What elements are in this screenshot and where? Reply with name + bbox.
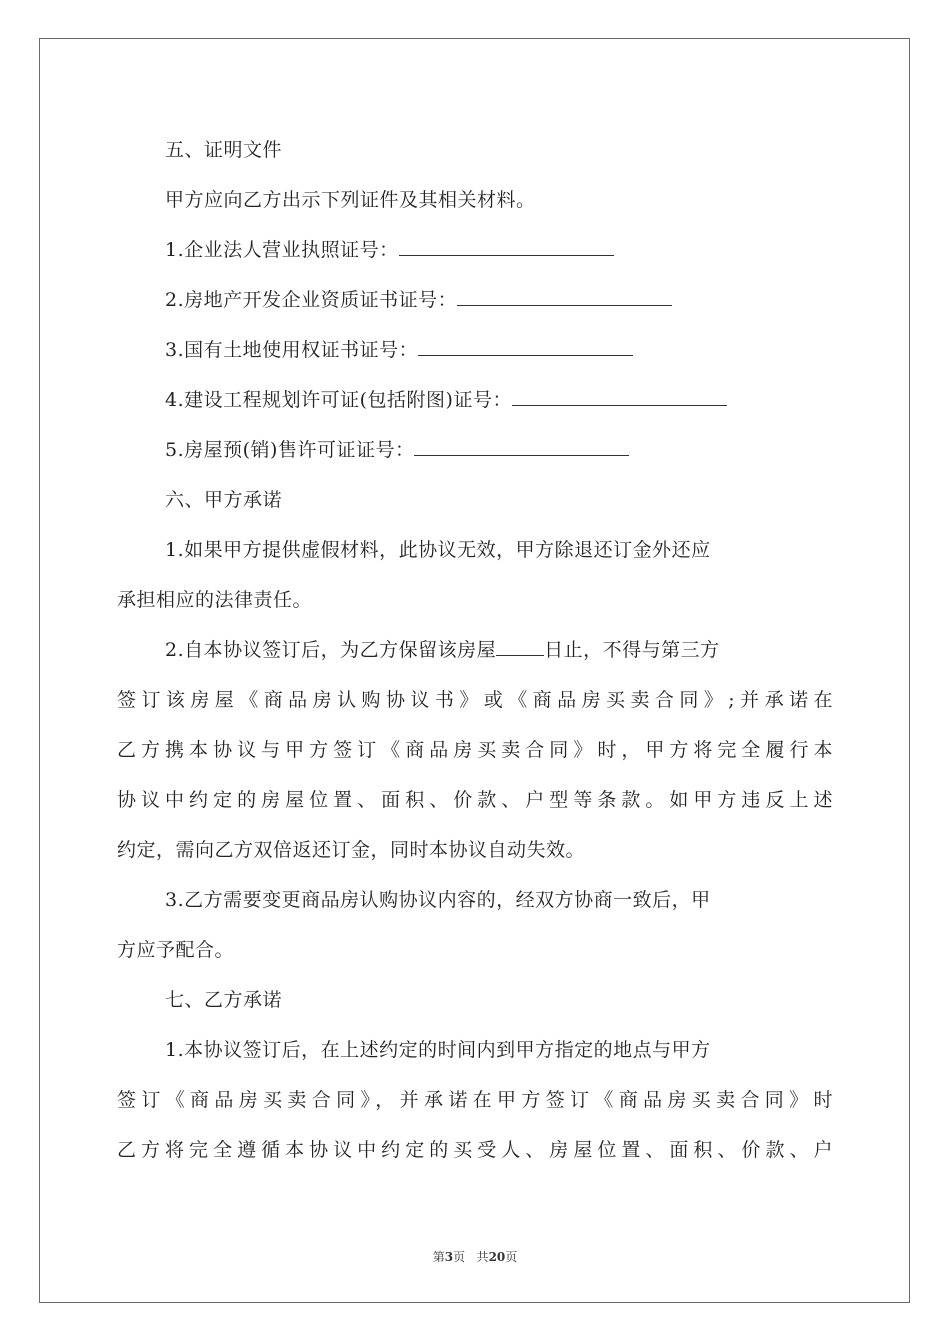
certificate-item-label: 2.房地产开发企业资质证书证号：: [165, 289, 458, 311]
fill-blank[interactable]: [414, 437, 629, 456]
certificate-item-label: 4.建设工程规划许可证(包括附图)证号：: [165, 389, 512, 411]
footer-total-suffix: 页: [505, 1250, 518, 1264]
certificate-item-label: 5.房屋预(销)售许可证证号：: [165, 439, 415, 461]
s6-p1-line-1: 1.如果甲方提供虚假材料，此协议无效，甲方除退还订金外还应: [165, 539, 711, 561]
fill-blank[interactable]: [512, 387, 727, 406]
certificate-item-label: 1.企业法人营业执照证号：: [165, 239, 399, 261]
fill-blank[interactable]: [457, 287, 672, 306]
s6-p3-line-1: 3.乙方需要变更商品房认购协议内容的，经双方协商一致后，甲: [165, 889, 711, 911]
s6-p2-line-4: 协议中约定的房屋位置、面积、价款、户型等条款。如甲方违反上述: [117, 789, 833, 811]
s6-p2-line-3: 乙方携本协议与甲方签订《商品房买卖合同》时，甲方将完全履行本: [117, 739, 833, 761]
fill-blank[interactable]: [399, 237, 614, 256]
section-5-intro: 甲方应向乙方出示下列证件及其相关材料。: [165, 189, 536, 211]
fill-blank[interactable]: [418, 337, 633, 356]
section-6-title: 六、甲方承诺: [165, 489, 283, 511]
s6-p3-line-2: 方应予配合。: [117, 939, 235, 961]
page-border: [39, 38, 910, 1303]
s6-p2-line-1b: 日止，不得与第三方: [544, 639, 720, 661]
certificate-item-1: [165, 237, 614, 263]
page-footer: [0, 1248, 950, 1265]
footer-page-number: 3: [444, 1250, 454, 1264]
s7-p1-line-3: 乙方将完全遵循本协议中约定的买受人、房屋位置、面积、价款、户: [117, 1139, 833, 1161]
s6-p2-line-1a: 2.自本协议签订后，为乙方保留该房屋: [165, 639, 497, 661]
section-5-title: 五、证明文件: [165, 139, 283, 161]
days-blank[interactable]: [496, 637, 544, 656]
s6-p1-line-2: 承担相应的法律责任。: [117, 589, 313, 611]
footer-total-prefix: 共: [476, 1250, 489, 1264]
footer-prefix: 第: [432, 1250, 445, 1264]
section-7-title: 七、乙方承诺: [165, 989, 283, 1011]
certificate-item-5: [165, 437, 629, 463]
certificate-item-3: [165, 337, 633, 363]
s7-p1-line-2: 签订《商品房买卖合同》，并承诺在甲方签订《商品房买卖合同》时: [117, 1089, 833, 1111]
certificate-item-4: [165, 387, 727, 413]
footer-page-suffix: 页: [453, 1250, 466, 1264]
s6-p2-line-1: [165, 637, 720, 663]
s6-p2-line-5: 约定，需向乙方双倍返还订金，同时本协议自动失效。: [117, 839, 586, 861]
certificate-item-2: [165, 287, 672, 313]
s7-p1-line-1: 1.本协议签订后，在上述约定的时间内到甲方指定的地点与甲方: [165, 1039, 711, 1061]
certificate-item-label: 3.国有土地使用权证书证号：: [165, 339, 419, 361]
s6-p2-line-2: 签订该房屋《商品房认购协议书》或《商品房买卖合同》;并承诺在: [117, 689, 833, 711]
footer-total-pages: 20: [488, 1250, 506, 1264]
